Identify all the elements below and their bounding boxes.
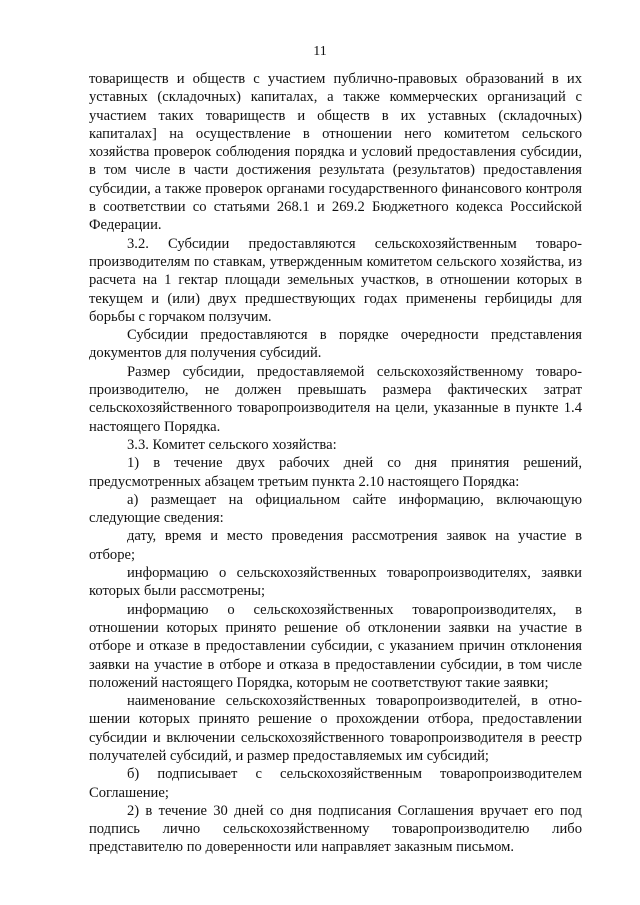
paragraph: Субсидии предоставляются в порядке очередности представления документов для получения субсидий. xyxy=(89,327,582,362)
list-item-a: а) размещает на официальном сайте информацию, включающую следующие сведения: xyxy=(89,491,582,527)
page-number: 11 xyxy=(313,44,327,59)
list-item-b: б) подписывает с сельскохозяйственным товаропроизводителем Соглашение; xyxy=(89,766,582,801)
paragraph: дату, время и место проведения рассмотрения заявок на участие в отборе; xyxy=(89,528,582,563)
paragraph: информацию о сельскохозяйственных товаропроизводителях, в отношении которых принято решение об отклонении заявки на участие в отборе и отказе в предоставлении субсидии, с указанием причин отклонения заявки на участие в отборе и отказа в предоставлении субсидии, в том числе положений настоящего Порядка, которым не соответствуют такие заявки; xyxy=(89,601,582,691)
paragraph-3-3: 3.3. Комитет сельского хозяйства: xyxy=(127,436,337,453)
document-body xyxy=(89,70,582,857)
paragraph: товариществ и обществ с участием публично-правовых образований в их уставных (складочных) капиталах, а также коммерческих организаций с участием таких товариществ и обществ в их уставных (складочных) капиталах] на осуществление в отношении него комитетом сельского хозяйства проверок соблюдения порядка и условий предоставления субсидии, в том числе в части достижения результата (результатов) предоставления субсидии, а также проверок органами государственного финансового контроля в соответствии со статьями 268.1 и 269.2 Бюджетного кодекса Российской Федерации. xyxy=(89,71,582,234)
list-item-2: 2) в течение 30 дней со дня подписания Соглашения вручает его под подпись лично сельскохозяйственному товаропроизводителю либо представителю по доверенности или направляет заказным письмом. xyxy=(89,802,582,856)
list-item-1: 1) в течение двух рабочих дней со дня принятия решений, предусмотренных абзацем третьим пункта 2.10 настоящего Порядка: xyxy=(89,455,582,490)
paragraph: Размер субсидии, предоставляемой сельскохозяйственному товаро-производителю, не должен превышать размера фактических затрат сельскохозяйственного товаропроизводителя на цели, указанные в пункте 1.4 настоящего Порядка. xyxy=(89,363,582,435)
paragraph: наименование сельскохозяйственных товаропроизводителей, в отно-шении которых принято решение о прохождении отбора, предоставлении субсидии и включении сельскохозяйственного товаропроизводителя в реестр получателей субсидий, и размер предоставляемых им субсидий; xyxy=(89,693,582,764)
paragraph-3-2: 3.2. Субсидии предоставляются сельскохозяйственным товаро-производителям по ставкам, утвержденным комитетом сельского хозяйства, из расчета на 1 гектар площади земельных участков, в отношении которых в текущем и (или) двух предшествующих годах применены гербициды для борьбы с горчаком ползучим. xyxy=(89,235,582,325)
paragraph: информацию о сельскохозяйственных товаропроизводителях, заявки которых были рассмотрены; xyxy=(89,565,582,600)
